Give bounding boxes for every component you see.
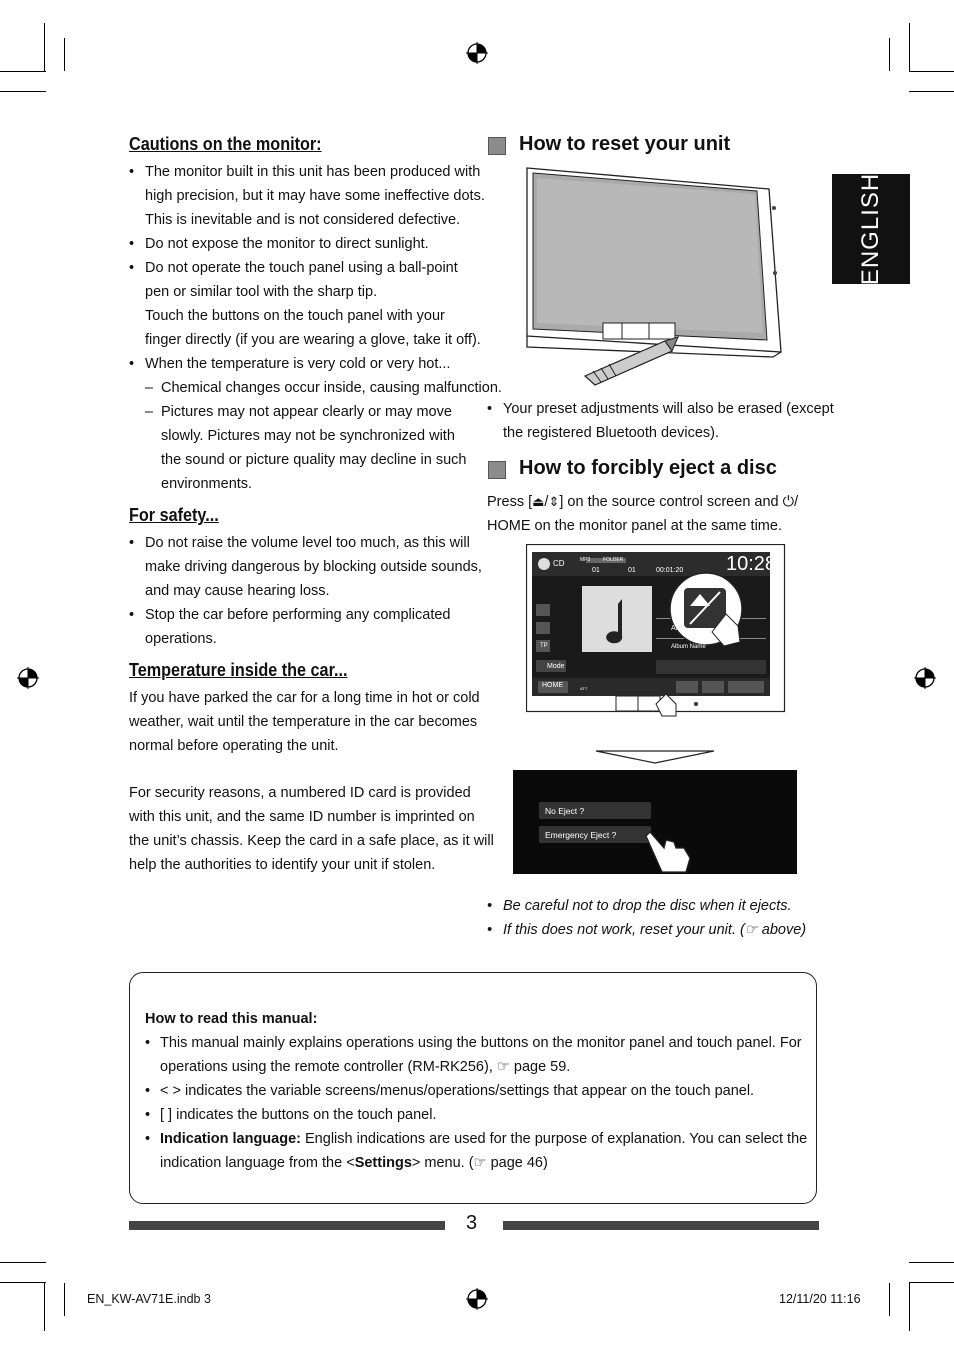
power-icon: ⏻ [782,494,795,510]
eject-instruction-line-2: HOME on the monitor panel at the same time. [487,518,782,534]
manual-item-4-line-2 [160,1151,548,1175]
screen-album: Album Name [671,644,706,650]
bullet: • [129,164,135,180]
reset-heading: How to reset your unit [519,133,731,155]
security-para-line-3: the unit’s chassis. Keep the card in a safe place, as it will [129,833,494,849]
cautions-item-2-line-1: Do not expose the monitor to direct sunlight. [145,236,429,252]
crop-mark [909,23,910,71]
registration-mark-icon [466,42,488,64]
crop-mark [909,1283,910,1331]
indication-language-text: English indications are used for the purpose of explanation. You can select the [300,1131,808,1147]
temperature-heading: Temperature inside the car... [129,660,348,680]
eject-instruction-mid: ] on the source control screen and [559,494,779,510]
crop-mark [0,1262,46,1263]
safety-item-1-line-1: Do not raise the volume level too much, as this will [145,535,470,551]
crop-mark [44,1283,45,1331]
bullet: • [145,1131,151,1147]
eject-icon: ⏏ [532,494,545,509]
crop-mark [889,38,890,71]
security-para-line-2: with this unit, and the same ID number is imprinted on [129,809,475,825]
manual-item-3: [ ] indicates the buttons on the touch panel. [160,1107,437,1123]
crop-mark [0,1282,46,1283]
language-tab-label: ENGLISH [857,172,884,286]
cautions-item-3-line-3: Touch the buttons on the touch panel with your [145,308,445,324]
cautions-item-1-line-3: This is inevitable and is not considered defective. [145,212,461,228]
screen-folder-number: 01 [592,567,600,574]
cautions-subitem-1-line-1: Chemical changes occur inside, causing malfunction. [161,380,502,396]
down-arrow-icon [595,749,715,765]
language-tab [832,174,910,284]
page-bar-left [129,1221,445,1230]
eject-note-1: Be careful not to drop the disc when it ejects. [503,898,792,914]
screen-elapsed-time: 00:01:20 [656,567,684,574]
manual-item-1-line-1: This manual mainly explains operations using the buttons on the monitor panel and touch panel. For [160,1035,802,1051]
eject-instruction-press: Press [ [487,494,533,510]
screen-clock: 10:28 [726,553,777,575]
bullet: • [487,401,493,417]
crop-mark [909,1262,954,1263]
section-square-icon [488,137,506,155]
cautions-item-4-line-1: When the temperature is very cold or very hot... [145,356,451,372]
safety-item-2-line-2: operations. [145,631,217,647]
crop-mark [0,91,46,92]
crop-mark [64,38,65,71]
crop-mark [0,71,46,72]
no-eject-option[interactable]: No Eject ? [545,806,585,816]
cautions-subitem-2-line-1: Pictures may not appear clearly or may move [161,404,452,420]
hand-pointer-icon [640,826,696,874]
crop-mark [64,1283,65,1316]
security-para-line-1: For security reasons, a numbered ID card is provided [129,785,471,801]
screen-source: CD [553,559,565,568]
bullet: • [129,356,135,372]
reset-note-line-2: the registered Bluetooth devices). [503,425,720,441]
registration-mark-icon [17,667,39,689]
indication-language-text-2a: indication language from the < [160,1155,355,1171]
safety-item-2-line-1: Stop the car before performing any complicated [145,607,451,623]
screen-att-button: ATT [580,686,588,691]
page-number: 3 [466,1212,478,1234]
eject-instruction-line-1: Press [⏏/⇕] on the source control screen and ⏻/ [487,494,799,510]
eject-heading: How to forcibly eject a disc [519,457,777,479]
safety-heading: For safety... [129,505,219,525]
screen-format: MP3 [580,557,591,563]
manual-box-heading: How to read this manual: [145,1011,318,1027]
screen-folder-label: FOLDER [603,557,624,563]
footer-file: EN_KW-AV71E.indb 3 [87,1292,211,1306]
bullet: • [129,607,135,623]
crop-mark [909,71,954,72]
cautions-item-3-line-4: finger directly (if you are wearing a glove, take it off). [145,332,481,348]
cautions-heading: Cautions on the monitor: [129,134,322,154]
eject-note-2: If this does not work, reset your unit. (☞ above) [503,922,807,938]
footer-date: 12/11/20 11:16 [779,1292,861,1306]
cautions-item-1-line-1: The monitor built in this unit has been produced with [145,164,481,180]
settings-label: Settings [354,1155,412,1171]
manual-item-2: < > indicates the variable screens/menus/operations/settings that appear on the touch panel. [160,1083,755,1099]
indication-language-label: Indication language: [160,1131,301,1147]
temperature-para1-line-1: If you have parked the car for a long time in hot or cold [129,690,480,706]
dash: – [145,380,154,396]
eject-instruction-slash: / [794,494,799,510]
bullet: • [145,1035,151,1051]
screen-home-button: HOME [542,682,563,689]
registration-mark-icon [466,1288,488,1310]
dash: – [145,404,154,420]
manual-item-4-line-1 [160,1127,807,1151]
temperature-para1-line-3: normal before operating the unit. [129,738,339,754]
crop-mark [909,1282,954,1283]
indication-language-text-2b: > menu. (☞ page 46) [411,1155,548,1171]
safety-item-1-line-2: make driving dangerous by blocking outside sounds, [145,559,482,575]
emergency-eject-option[interactable]: Emergency Eject ? [545,830,617,840]
registration-mark-icon [914,667,936,689]
crop-mark [889,1283,890,1316]
screen-artist: Ar [671,625,678,632]
screen-tp: TP [540,643,548,649]
temperature-para1-line-2: weather, wait until the temperature in the car becomes [129,714,478,730]
cautions-item-1-line-2: high precision, but it may have some ineffective dots. [145,188,485,204]
cautions-item-3-line-2: pen or similar tool with the sharp tip. [145,284,378,300]
crop-mark [909,91,954,92]
cautions-subitem-2-line-2: slowly. Pictures may not be synchronized with [161,428,455,444]
bullet: • [487,922,493,938]
cautions-subitem-2-line-4: environments. [161,476,253,492]
bullet: • [487,898,493,914]
screen-mode-button: Mode [547,663,565,670]
bullet: • [145,1083,151,1099]
screen-track-number: 01 [628,567,636,574]
eject-alt-icon: ⇕ [548,494,560,509]
bullet: • [129,535,135,551]
bullet: • [129,236,135,252]
manual-item-1-line-2: operations using the remote controller (RM-RK256), ☞ page 59. [160,1059,571,1075]
crop-mark [44,23,45,71]
bullet: • [129,260,135,276]
monitor-reset-illustration [515,163,785,388]
reset-note-line-1: Your preset adjustments will also be erased (except [503,401,834,417]
cautions-subitem-2-line-3: the sound or picture quality may decline in such [161,452,467,468]
safety-item-1-line-3: and may cause hearing loss. [145,583,330,599]
cautions-item-3-line-1: Do not operate the touch panel using a ball-point [145,260,458,276]
page-bar-right [503,1221,819,1230]
bullet: • [145,1107,151,1123]
security-para-line-4: help the authorities to identify your unit if stolen. [129,857,436,873]
section-square-icon [488,461,506,479]
